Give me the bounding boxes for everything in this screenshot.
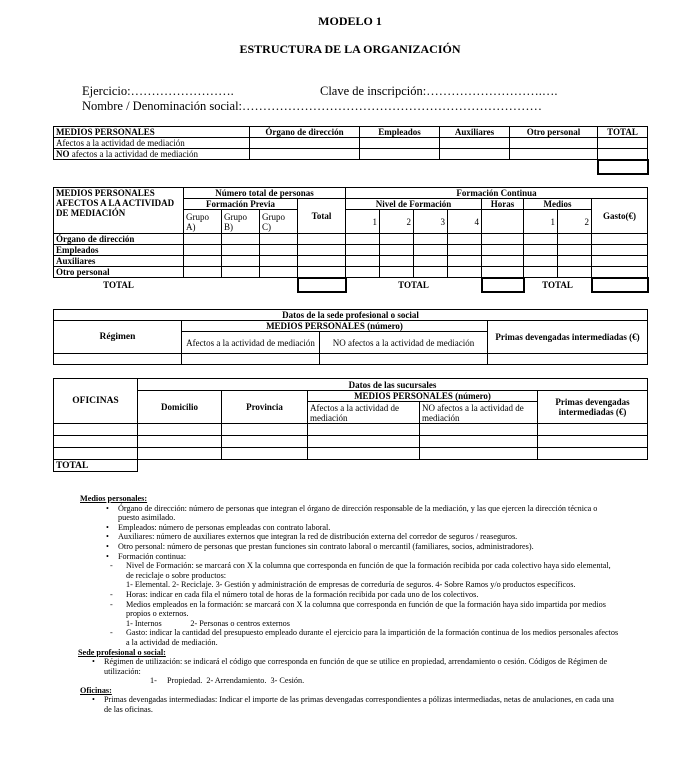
table-cell[interactable] [488, 354, 648, 365]
provincia-header: Provincia [222, 391, 308, 424]
table-cell[interactable] [524, 245, 558, 256]
table-cell[interactable] [524, 256, 558, 267]
note-primas: • Primas devengadas intermediadas: Indicar el importe de las primas devengadas correspondientes a pólizas intermediadas, netas de anulaciones, en cada una de las oficinas. [94, 695, 620, 714]
table-cell[interactable] [138, 424, 222, 436]
notes-sede-heading: Sede profesional o social: [78, 647, 166, 657]
table-cell[interactable] [308, 448, 420, 460]
total-cell[interactable] [298, 278, 346, 292]
table-cell[interactable] [222, 245, 260, 256]
table-cell[interactable] [222, 256, 260, 267]
table-cell[interactable] [298, 256, 346, 267]
formacion-continua-header: Formación Continua [346, 188, 648, 199]
table-cell[interactable] [538, 448, 648, 460]
table-cell[interactable] [448, 245, 482, 256]
table-cell[interactable] [440, 149, 510, 160]
regimen-header: Régimen [54, 321, 182, 354]
table-cell[interactable] [298, 245, 346, 256]
table-cell[interactable] [482, 267, 524, 278]
table-cell[interactable] [482, 245, 524, 256]
nombre-field[interactable]: Nombre / Denominación social:……………………………………………………………… [82, 99, 543, 113]
sede-medios-header: MEDIOS PERSONALES (número) [182, 321, 488, 332]
table-cell[interactable] [592, 245, 648, 256]
total-cell[interactable] [592, 278, 648, 292]
page-subtitle: ESTRUCTURA DE LA ORGANIZACIÓN [239, 42, 461, 56]
nivel-header: Nivel de Formación [346, 199, 482, 210]
grupo-a-header: Grupo A) [184, 210, 222, 234]
table-cell[interactable] [510, 149, 598, 160]
table-cell[interactable] [558, 245, 592, 256]
table-cell[interactable] [448, 256, 482, 267]
medios-header: Medios [524, 199, 592, 210]
table-cell[interactable] [598, 138, 648, 149]
table-cell[interactable] [420, 424, 538, 436]
oficinas-header: OFICINAS [54, 379, 138, 424]
sede-afectos-header: Afectos a la actividad de mediación [182, 332, 320, 354]
row-label-afectos: Afectos a la actividad de mediación [54, 138, 250, 149]
table-cell[interactable] [558, 267, 592, 278]
table-cell[interactable] [420, 448, 538, 460]
table-cell[interactable] [222, 448, 308, 460]
nivel-4-header: 4 [448, 210, 482, 234]
col-header-empleados: Empleados [360, 127, 440, 138]
formacion-table [53, 187, 649, 293]
note-auxiliares: • Auxiliares: número de auxiliares externos que integran la red de distribución externa del corredor de seguros / reaseguros. [108, 532, 620, 542]
table-cell[interactable] [184, 267, 222, 278]
table-cell[interactable] [346, 256, 380, 267]
table-cell[interactable] [138, 448, 222, 460]
row-label-auxiliares: Auxiliares [54, 256, 184, 267]
table-cell[interactable] [448, 234, 482, 245]
note-regimen: • Régimen de utilización: se indicará el código que corresponda en función de que se utilice en propiedad, arrendamiento o cesión. Códigos de Régimen de utilización: [94, 657, 620, 676]
table-cell[interactable] [414, 256, 448, 267]
note-organo: • Órgano de dirección: número de personas que integran el órgano de dirección responsable de la mediación, y las que ejercen la dirección técnica o puesto asimilado. [108, 504, 620, 523]
nivel-3-header: 3 [414, 210, 448, 234]
table-cell[interactable] [320, 354, 488, 365]
note-medios-opts: 1- Internos 2- Personas o centros externos [126, 618, 290, 628]
sede-table [53, 309, 648, 365]
total-row-label-2: TOTAL [398, 279, 429, 290]
table-cell[interactable] [448, 267, 482, 278]
table-cell[interactable] [250, 138, 360, 149]
table-cell[interactable] [308, 424, 420, 436]
grupo-c-header: Grupo C) [260, 210, 298, 234]
table-cell[interactable] [184, 256, 222, 267]
table-cell[interactable] [222, 436, 308, 448]
table-cell[interactable] [538, 424, 648, 436]
row-label-otro: Otro personal [54, 267, 184, 278]
col-header-organo: Órgano de dirección [250, 127, 360, 138]
table-cell[interactable] [54, 424, 138, 436]
table-cell[interactable] [54, 436, 138, 448]
medios-2-header: 2 [558, 210, 592, 234]
table-cell[interactable] [182, 354, 320, 365]
table-cell[interactable] [298, 267, 346, 278]
row-label-organo: Órgano de dirección [54, 234, 184, 245]
oficinas-total-label: TOTAL [54, 460, 138, 472]
table-cell[interactable] [184, 234, 222, 245]
sede-no-afectos-header: NO afectos a la actividad de mediación [320, 332, 488, 354]
page-title: MODELO 1 [318, 14, 382, 28]
domicilio-header: Domicilio [138, 391, 222, 424]
notes-medios-heading: Medios personales: [80, 494, 148, 503]
table-cell[interactable] [260, 234, 298, 245]
table-cell[interactable] [360, 138, 440, 149]
sucursales-no-afectos-header: NO afectos a la actividad de mediación [420, 402, 538, 424]
table-cell[interactable] [414, 267, 448, 278]
row-label-no-afectos [54, 149, 250, 160]
note-otro: • Otro personal: número de personas que prestan funciones sin contrato laboral o mercantil (familiares, socios, administradores). [108, 542, 620, 552]
note-nivel-opts: 1- Elemental. 2- Reciclaje. 3- Gestión y administración de empresas de correduría de seguros. 4- Sobre Ramos y/o productos específicos. [126, 580, 576, 590]
table-cell[interactable] [592, 234, 648, 245]
table-cell[interactable] [360, 149, 440, 160]
table-cell[interactable] [482, 256, 524, 267]
grupo-b-header: Grupo B) [222, 210, 260, 234]
table-cell[interactable] [222, 267, 260, 278]
sucursales-table [53, 378, 648, 472]
note-horas: - Horas: indicar en cada fila el número total de horas de la formación recibida por cada uno de los colectivos. [126, 590, 620, 600]
table-cell[interactable] [558, 256, 592, 267]
col-header-otro: Otro personal [510, 127, 598, 138]
note-regimen-opts: 1- Propiedad. 2- Arrendamiento. 3- Cesión. [150, 676, 305, 686]
table-cell[interactable] [260, 245, 298, 256]
col-header-medios: MEDIOS PERSONALES [54, 127, 250, 138]
table-cell[interactable] [440, 138, 510, 149]
medios-personales-table [53, 126, 649, 175]
total-cell[interactable] [598, 160, 648, 174]
table-cell[interactable] [54, 354, 182, 365]
table-cell[interactable] [538, 436, 648, 448]
table-cell[interactable] [420, 436, 538, 448]
note-formacion: • Formación continua: [108, 552, 620, 562]
notes-oficinas-heading: Oficinas: [80, 685, 112, 695]
row-label-empleados: Empleados [54, 245, 184, 256]
table-cell[interactable] [260, 256, 298, 267]
formacion-previa-header: Formación Previa [184, 199, 298, 210]
note-nivel: - Nivel de Formación: se marcará con X la columna que corresponda en función de que la formación recibida por cada colectivo haya sido elemental, de reciclaje o sobre productos: [126, 561, 620, 580]
notes-section [80, 494, 620, 715]
table-cell[interactable] [380, 267, 414, 278]
note-empleados: • Empleados: número de personas empleadas con contrato laboral. [108, 523, 620, 533]
ejercicio-field[interactable]: Ejercicio:……………………. [82, 84, 234, 98]
table-cell[interactable] [260, 267, 298, 278]
table-cell[interactable] [598, 149, 648, 160]
col-header-total: TOTAL [598, 127, 648, 138]
sede-header: Datos de la sede profesional o social [54, 310, 648, 321]
table-cell[interactable] [222, 234, 260, 245]
note-gasto: - Gasto: indicar la cantidad del presupuesto empleado durante el ejercicio para la impartición de la formación continua de los medios personales afectos a la actividad de mediación. [126, 628, 620, 647]
table-cell[interactable] [54, 448, 138, 460]
total-row-label-1: TOTAL [103, 279, 134, 290]
clave-inscripcion-field[interactable]: Clave de inscripción:……………………….…. [320, 84, 558, 98]
sucursales-afectos-header: Afectos a la actividad de mediación [308, 402, 420, 424]
medios-afectos-header: MEDIOS PERSONALES AFECTOS A LA ACTIVIDAD DE MEDIACIÓN [54, 188, 184, 234]
table-cell[interactable] [250, 149, 360, 160]
table-cell[interactable] [592, 267, 648, 278]
table-cell[interactable] [414, 245, 448, 256]
table-cell[interactable] [380, 256, 414, 267]
table-cell[interactable] [346, 245, 380, 256]
table-cell[interactable] [298, 234, 346, 245]
horas-header: Horas [482, 199, 524, 210]
nivel-2-header: 2 [380, 210, 414, 234]
table-cell[interactable] [184, 245, 222, 256]
table-cell[interactable] [592, 256, 648, 267]
sucursales-primas-header: Primas devengadas intermediadas (€) [538, 391, 648, 424]
table-cell[interactable] [524, 234, 558, 245]
table-cell[interactable] [346, 267, 380, 278]
sucursales-header: Datos de las sucursales [138, 379, 648, 391]
row-label-no-rest: afectos a la actividad de mediación [69, 149, 198, 159]
sede-primas-header: Primas devengadas intermediadas (€) [488, 321, 648, 354]
table-cell[interactable] [558, 234, 592, 245]
table-cell[interactable] [510, 138, 598, 149]
sucursales-medios-header: MEDIOS PERSONALES (número) [308, 391, 538, 402]
gasto-header: Gasto(€) [592, 199, 648, 234]
numero-total-header: Número total de personas [184, 188, 346, 199]
table-cell[interactable] [138, 436, 222, 448]
total-header: Total [298, 199, 346, 234]
table-cell[interactable] [524, 267, 558, 278]
note-medios-formacion: - Medios empleados en la formación: se marcará con X la columna que corresponda en función de que la formación haya sido impartida por medios propios o externos. [126, 600, 620, 619]
total-cell[interactable] [482, 278, 524, 292]
nivel-1-header: 1 [346, 210, 380, 234]
table-cell[interactable] [380, 245, 414, 256]
medios-1-header: 1 [524, 210, 558, 234]
table-cell[interactable] [222, 424, 308, 436]
table-cell[interactable] [308, 436, 420, 448]
row-label-no-prefix: NO [56, 149, 70, 159]
col-header-auxiliares: Auxiliares [440, 127, 510, 138]
total-row-label-3: TOTAL [542, 279, 573, 290]
table-cell[interactable] [482, 234, 524, 245]
table-cell[interactable] [380, 234, 414, 245]
table-cell[interactable] [414, 234, 448, 245]
table-cell[interactable] [346, 234, 380, 245]
